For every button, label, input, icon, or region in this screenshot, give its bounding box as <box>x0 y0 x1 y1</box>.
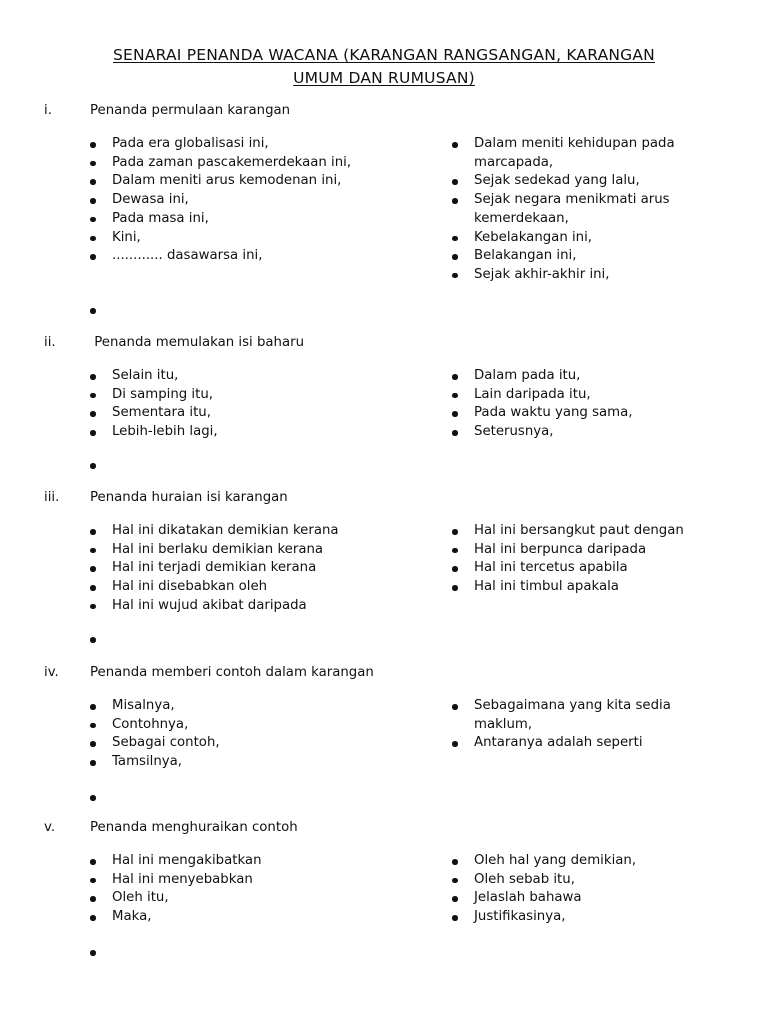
bullet-icon <box>90 741 96 747</box>
bullet-list-left <box>90 522 430 616</box>
list-item-text: Oleh itu, <box>112 890 169 906</box>
bullet-icon <box>452 142 458 148</box>
section-number: i. <box>44 103 52 118</box>
bullet-icon <box>90 915 96 921</box>
list-item <box>90 404 430 423</box>
list-item-text: Pada masa ini, <box>112 210 209 226</box>
list-item-text: Hal ini bersangkut paut dengan <box>474 523 684 538</box>
empty-bullet-icon <box>90 950 96 956</box>
list-item <box>90 559 430 578</box>
list-item-text: Dalam meniti arus kemodenan ini, <box>112 173 342 189</box>
list-item <box>90 229 430 248</box>
bullet-icon <box>452 411 458 417</box>
list-item-text: Hal ini menyebabkan <box>112 871 253 887</box>
list-item <box>90 578 430 597</box>
list-item-text: Sementara itu, <box>112 405 211 421</box>
bullet-list-left <box>90 697 430 772</box>
list-item-text: Belakangan ini, <box>474 248 577 264</box>
list-item <box>452 734 722 753</box>
list-item <box>90 522 430 541</box>
list-item-text: Misalnya, <box>112 698 175 713</box>
section-heading: Penanda memberi contoh dalam karangan <box>90 665 374 680</box>
bullet-list-right <box>452 522 722 597</box>
list-item-text: Hal ini mengakibatkan <box>112 853 262 868</box>
bullet-icon <box>452 198 458 204</box>
bullet-icon <box>452 374 458 380</box>
list-item <box>90 154 430 173</box>
bullet-list-right <box>452 367 722 442</box>
list-item <box>452 247 722 266</box>
bullet-list-left <box>90 367 430 442</box>
list-item <box>90 734 430 753</box>
bullet-icon <box>452 915 458 921</box>
empty-bullet-icon <box>90 637 96 643</box>
section-heading: Penanda permulaan karangan <box>90 103 291 118</box>
list-item-text: Dewasa ini, <box>112 192 189 208</box>
section-heading: Penanda memulakan isi baharu <box>90 335 304 350</box>
list-item-text: Sebagaimana yang kita sedia maklum, <box>474 698 671 732</box>
bullet-icon <box>90 760 96 766</box>
bullet-icon <box>90 548 96 554</box>
list-item-text: Dalam meniti kehidupan pada marcapada, <box>474 136 675 170</box>
list-item-text: Hal ini berlaku demikian kerana <box>112 541 324 557</box>
bullet-icon <box>452 430 458 436</box>
list-item-text: Sejak negara menikmati arus kemerdekaan, <box>474 192 670 226</box>
list-item-text: Hal ini wujud akibat daripada <box>112 597 307 613</box>
list-item <box>452 386 722 405</box>
section-number: iv. <box>44 665 59 680</box>
list-item <box>90 386 430 405</box>
list-item <box>90 367 430 386</box>
document-title <box>40 44 728 90</box>
list-item <box>90 210 430 229</box>
list-item-text: Pada era globalisasi ini, <box>112 136 269 151</box>
bullet-icon <box>90 236 96 242</box>
section-heading: Penanda menghuraikan contoh <box>90 820 298 835</box>
section-number: ii. <box>44 335 56 350</box>
bullet-icon <box>90 878 96 884</box>
list-item-text: ............ dasawarsa ini, <box>112 248 263 264</box>
bullet-icon <box>90 217 96 223</box>
bullet-list-right <box>452 135 722 285</box>
bullet-list-left <box>90 852 430 927</box>
list-item-text: Hal ini disebabkan oleh <box>112 579 268 595</box>
list-item <box>90 889 430 908</box>
bullet-icon <box>452 273 458 279</box>
bullet-icon <box>90 254 96 260</box>
list-item-text: Lebih-lebih lagi, <box>112 424 218 440</box>
list-item-text: Kini, <box>112 229 141 245</box>
list-item-text: Dalam pada itu, <box>474 368 581 383</box>
list-item <box>90 191 430 210</box>
bullet-icon <box>90 859 96 865</box>
list-item <box>452 541 722 560</box>
title-line-2: UMUM DAN RUMUSAN) <box>293 69 475 87</box>
list-item-text: Hal ini tercetus apabila <box>474 560 628 576</box>
section-number: iii. <box>44 490 60 505</box>
list-item <box>452 423 722 442</box>
list-item-text: Hal ini terjadi demikian kerana <box>112 560 317 576</box>
bullet-list-left <box>90 135 430 266</box>
list-item <box>452 578 722 597</box>
list-item <box>452 889 722 908</box>
title-line-1: SENARAI PENANDA WACANA (KARANGAN RANGSANGAN, KARANGAN <box>113 46 655 64</box>
list-item <box>452 697 722 734</box>
list-item <box>452 266 722 285</box>
section-heading: Penanda huraian isi karangan <box>90 490 288 505</box>
bullet-icon <box>452 859 458 865</box>
list-item <box>90 135 430 154</box>
list-item-text: Hal ini dikatakan demikian kerana <box>112 523 339 538</box>
bullet-icon <box>452 548 458 554</box>
list-item-text: Oleh sebab itu, <box>474 871 575 887</box>
bullet-icon <box>452 393 458 399</box>
list-item <box>90 597 430 616</box>
list-item <box>90 871 430 890</box>
bullet-icon <box>452 179 458 185</box>
list-item-text: Sebagai contoh, <box>112 735 220 751</box>
list-item-text: Antaranya adalah seperti <box>474 735 643 751</box>
bullet-icon <box>90 374 96 380</box>
list-item-text: Selain itu, <box>112 368 179 383</box>
bullet-icon <box>452 236 458 242</box>
list-item <box>452 172 722 191</box>
bullet-icon <box>90 142 96 148</box>
bullet-icon <box>90 161 96 167</box>
list-item-text: Hal ini berpunca daripada <box>474 541 647 557</box>
bullet-icon <box>90 198 96 204</box>
list-item-text: Sejak akhir-akhir ini, <box>474 266 610 282</box>
list-item <box>90 247 430 266</box>
list-item-text: Contohnya, <box>112 716 189 732</box>
list-item-text: Seterusnya, <box>474 424 554 440</box>
bullet-icon <box>452 896 458 902</box>
bullet-icon <box>90 411 96 417</box>
bullet-icon <box>90 179 96 185</box>
list-item <box>90 753 430 772</box>
list-item <box>452 229 722 248</box>
list-item-text: Di samping itu, <box>112 386 213 402</box>
empty-bullet-icon <box>90 308 96 314</box>
list-item <box>452 908 722 927</box>
empty-bullet-icon <box>90 795 96 801</box>
list-item-text: Oleh hal yang demikian, <box>474 853 637 868</box>
bullet-list-right <box>452 697 722 753</box>
bullet-icon <box>90 585 96 591</box>
bullet-icon <box>452 529 458 535</box>
list-item-text: Justifikasinya, <box>474 909 566 925</box>
bullet-icon <box>90 393 96 399</box>
list-item <box>452 852 722 871</box>
list-item-text: Pada waktu yang sama, <box>474 405 633 421</box>
list-item <box>452 404 722 423</box>
list-item <box>90 908 430 927</box>
bullet-icon <box>90 723 96 729</box>
bullet-icon <box>452 741 458 747</box>
list-item <box>452 135 722 172</box>
section-number: v. <box>44 820 56 835</box>
list-item-text: Hal ini timbul apakala <box>474 579 619 595</box>
list-item <box>90 716 430 735</box>
bullet-icon <box>90 704 96 710</box>
list-item <box>452 522 722 541</box>
list-item-text: Kebelakangan ini, <box>474 229 593 245</box>
bullet-icon <box>452 704 458 710</box>
list-item <box>452 871 722 890</box>
list-item-text: Jelaslah bahawa <box>474 890 582 906</box>
bullet-icon <box>452 585 458 591</box>
list-item-text: Maka, <box>112 909 152 925</box>
list-item <box>452 559 722 578</box>
bullet-icon <box>90 529 96 535</box>
list-item <box>90 541 430 560</box>
list-item <box>452 367 722 386</box>
bullet-icon <box>90 604 96 610</box>
list-item <box>90 852 430 871</box>
bullet-icon <box>90 430 96 436</box>
list-item <box>452 191 722 228</box>
list-item-text: Sejak sedekad yang lalu, <box>474 173 640 189</box>
list-item <box>90 697 430 716</box>
bullet-icon <box>452 254 458 260</box>
bullet-icon <box>452 566 458 572</box>
bullet-list-right <box>452 852 722 927</box>
list-item <box>90 423 430 442</box>
list-item-text: Tamsilnya, <box>112 754 183 770</box>
list-item-text: Lain daripada itu, <box>474 386 591 402</box>
empty-bullet-icon <box>90 463 96 469</box>
bullet-icon <box>90 896 96 902</box>
bullet-icon <box>452 878 458 884</box>
bullet-icon <box>90 566 96 572</box>
list-item-text: Pada zaman pascakemerdekaan ini, <box>112 154 352 170</box>
list-item <box>90 172 430 191</box>
